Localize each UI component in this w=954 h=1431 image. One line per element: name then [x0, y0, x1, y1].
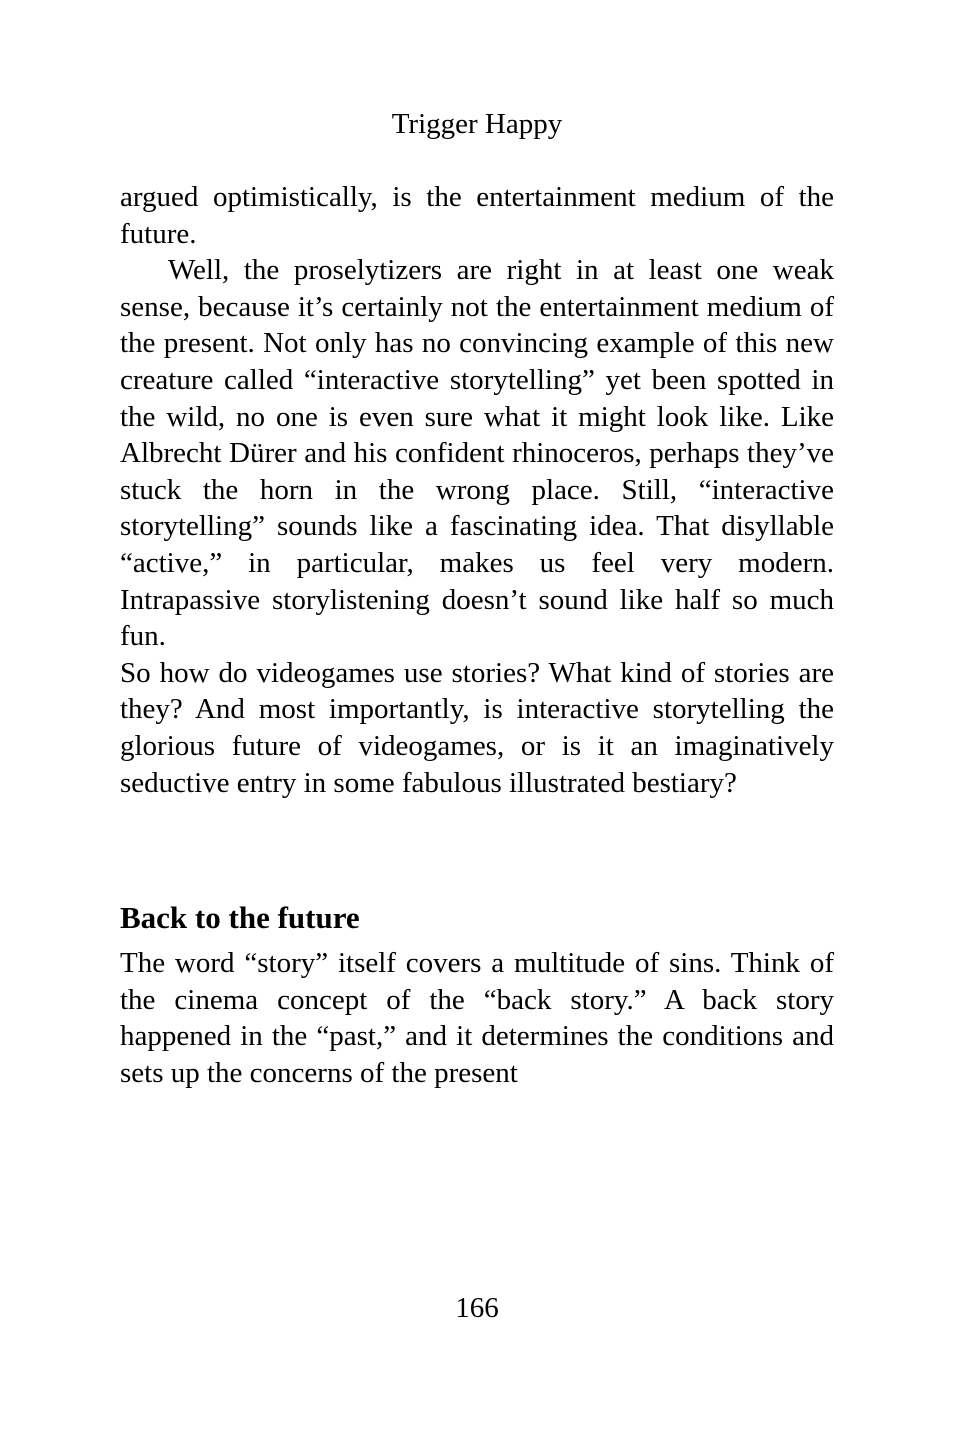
paragraph: argued optimistically, is the entertainment medium of the future.	[120, 181, 834, 250]
body-text	[120, 179, 834, 801]
running-header: Trigger Happy	[391, 108, 563, 140]
page-number: 166	[455, 1292, 499, 1324]
paragraph: So how do videogames use stories? What kind of stories are they? And most importantly, is interactive storytelling the glorious future of videogames, or is it an imaginatively seductive entry in some fabulous illustrated bestiary?	[120, 656, 834, 799]
paragraph: The word “story” itself covers a multitude of sins. Think of the cinema concept of the “back story.” A back story happened in the “past,” and it determines the conditions and sets up the concerns of the present	[120, 947, 834, 1089]
section-text	[120, 945, 834, 1091]
paragraph: Well, the proselytizers are right in at least one weak sense, because it’s certainly not the entertainment medium of the present. Not only has no convincing example of this new creature called “interactive storytelling” yet been spotted in the wild, no one is even sure what it might look like. Like Albrecht Dürer and his confident rhinoceros, perhaps they’ve stuck the horn in the wrong place. Still, “interactive storytelling” sounds like a fascinating idea. That disyllable “active,” in particular, makes us feel very modern. Intrapassive storylistening doesn’t sound like half so much fun.	[120, 254, 834, 653]
section-heading: Back to the future	[120, 900, 360, 935]
